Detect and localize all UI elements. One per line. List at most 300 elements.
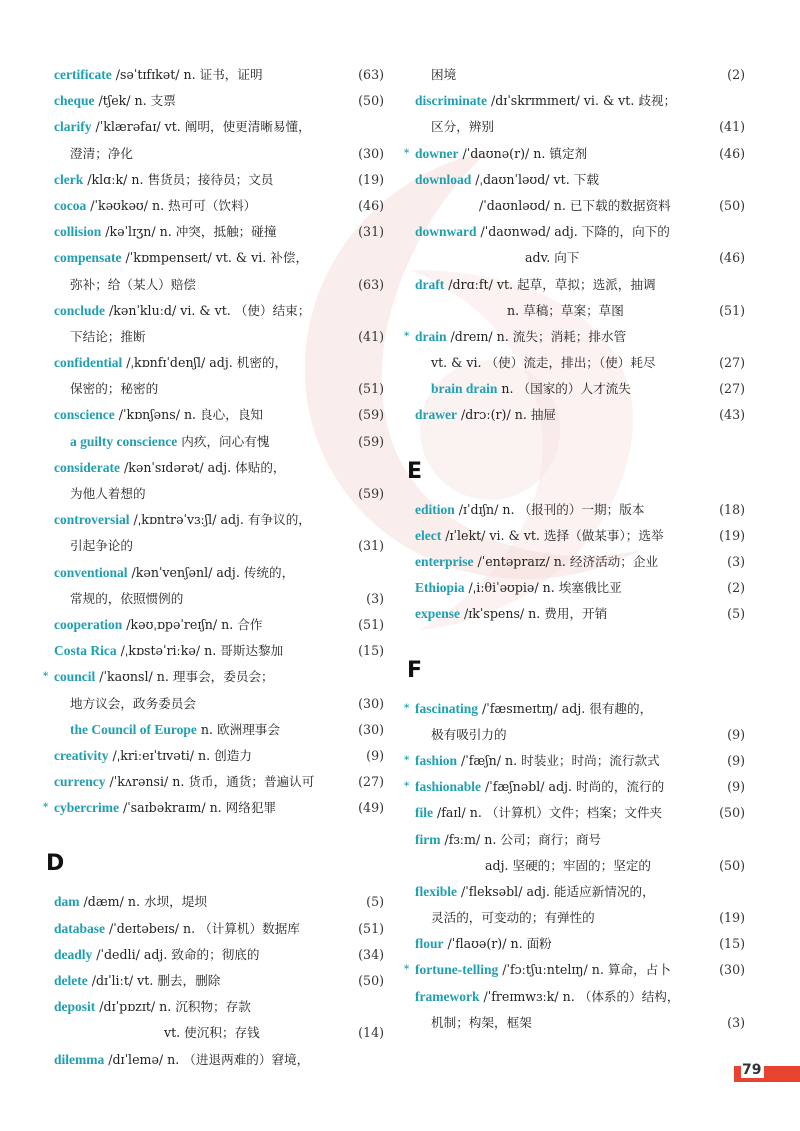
headword: conclude bbox=[54, 302, 106, 318]
headword: deadly bbox=[54, 946, 93, 962]
entry-text bbox=[54, 245, 308, 271]
headword: fortune-telling bbox=[415, 962, 499, 978]
definition-continuation: 保密的；秘密的 bbox=[70, 381, 159, 397]
entry-definition: /klɑːk/ n. 售货员；接待员；文员 bbox=[83, 171, 274, 187]
entry-text bbox=[415, 853, 651, 879]
star-marker-icon: * bbox=[404, 702, 410, 714]
headword: delete bbox=[54, 973, 88, 988]
glossary-entry bbox=[54, 968, 384, 994]
entry-definition: /ɪˈdɪʃn/ n. （报刊的）一期；版本 bbox=[454, 501, 645, 517]
glossary-entry bbox=[415, 575, 745, 601]
star-marker-icon: * bbox=[43, 671, 49, 683]
headword: clarify bbox=[54, 119, 92, 135]
entry-text bbox=[54, 402, 263, 428]
glossary-entry bbox=[415, 376, 745, 402]
entry-definition: /ˌdaʊnˈləʊd/ vt. 下载 bbox=[471, 171, 599, 187]
headword: clerk bbox=[54, 171, 84, 187]
headword: deposit bbox=[54, 999, 96, 1015]
entry-text bbox=[54, 1020, 260, 1046]
headword: enterprise bbox=[415, 554, 474, 569]
glossary-entry bbox=[54, 455, 384, 481]
entry-continuation bbox=[54, 586, 384, 612]
entry-definition: 内疚，问心有愧 bbox=[177, 433, 270, 449]
headword: conscience bbox=[54, 407, 115, 423]
definition-continuation: 地方议会，政务委员会 bbox=[70, 695, 196, 711]
glossary-entry bbox=[415, 984, 745, 1010]
entry-text bbox=[415, 931, 552, 957]
entry-text bbox=[54, 481, 146, 507]
glossary-entry bbox=[54, 350, 384, 376]
entry-text bbox=[415, 245, 579, 271]
headword: confidential bbox=[54, 355, 123, 371]
glossary-entry bbox=[415, 601, 745, 627]
entry-continuation bbox=[415, 853, 745, 879]
unit-reference: (46) bbox=[719, 250, 745, 266]
definition-continuation: 机制；构架，框架 bbox=[431, 1014, 532, 1030]
entry-continuation bbox=[415, 1010, 745, 1036]
definition-continuation: adv. 向下 bbox=[525, 250, 580, 266]
entry-text bbox=[54, 1047, 309, 1073]
entry-text bbox=[415, 800, 662, 826]
entry-definition: /ˈfæsɪneɪtɪŋ/ adj. 很有趣的， bbox=[478, 700, 653, 716]
unit-reference: (19) bbox=[358, 171, 384, 187]
glossary-entry bbox=[54, 916, 384, 942]
headword: council bbox=[54, 669, 96, 685]
entry-definition: /tʃek/ n. 支票 bbox=[94, 93, 176, 109]
entry-text bbox=[54, 795, 276, 821]
entry-definition: /ˈfɔːtʃuːntelɪŋ/ n. 算命，占卜 bbox=[498, 962, 671, 978]
entry-continuation bbox=[54, 141, 384, 167]
glossary-entry bbox=[415, 827, 745, 853]
entry-definition: /ˈdaʊnwəd/ adj. 下降的，向下的 bbox=[476, 224, 670, 240]
entry-continuation bbox=[415, 298, 745, 324]
glossary-entry bbox=[415, 402, 745, 428]
headword: flour bbox=[415, 936, 444, 952]
star-marker-icon: * bbox=[404, 330, 410, 342]
headword: brain drain bbox=[431, 381, 498, 397]
glossary-entry bbox=[54, 1047, 384, 1073]
entry-text bbox=[54, 691, 196, 717]
glossary-entry bbox=[404, 774, 745, 800]
entry-definition: /drɔː(r)/ n. 抽屉 bbox=[456, 407, 557, 423]
glossary-entry bbox=[54, 717, 384, 743]
entry-text bbox=[54, 167, 273, 193]
headword: edition bbox=[415, 501, 455, 517]
entry-definition: /ˈdaʊnə(r)/ n. 镇定剂 bbox=[458, 145, 588, 161]
unit-reference: (3) bbox=[727, 554, 745, 569]
unit-reference: (50) bbox=[358, 93, 384, 109]
headword: fashionable bbox=[415, 779, 482, 795]
glossary-entry bbox=[54, 638, 384, 664]
definition-continuation: 灵活的，可变动的；有弹性的 bbox=[431, 910, 595, 926]
headword: cheque bbox=[54, 93, 95, 109]
definition-continuation: n. 草稿；草案；草图 bbox=[507, 302, 624, 318]
unit-reference: (30) bbox=[358, 145, 384, 161]
headword: currency bbox=[54, 774, 106, 790]
entry-text bbox=[54, 942, 260, 968]
entry-definition: /dɪˈpɒzɪt/ n. 沉积物；存款 bbox=[95, 999, 251, 1015]
definition-continuation: 为他人着想的 bbox=[70, 486, 146, 501]
entry-text bbox=[54, 916, 300, 942]
glossary-entry bbox=[54, 560, 384, 586]
headword: dilemma bbox=[54, 1051, 105, 1067]
definition-continuation: 下结论；推断 bbox=[70, 328, 146, 344]
entry-text bbox=[415, 350, 656, 376]
unit-reference: (50) bbox=[358, 973, 384, 988]
entry-text bbox=[54, 62, 263, 88]
entry-text bbox=[415, 497, 644, 523]
headword: certificate bbox=[54, 67, 112, 82]
entry-text bbox=[415, 219, 670, 245]
headword: elect bbox=[415, 527, 442, 543]
entry-continuation bbox=[415, 62, 745, 88]
entry-text bbox=[54, 994, 251, 1020]
entry-text bbox=[54, 560, 294, 586]
entry-text bbox=[54, 889, 207, 915]
headword: drain bbox=[415, 328, 447, 344]
entry-definition: /ɪkˈspens/ n. 费用，开销 bbox=[460, 606, 608, 622]
glossary-entry bbox=[404, 324, 745, 350]
unit-reference: (46) bbox=[358, 197, 384, 213]
unit-reference: (15) bbox=[358, 643, 384, 659]
entry-text bbox=[54, 114, 311, 140]
unit-reference: (2) bbox=[727, 67, 745, 82]
entry-definition: n. 欧洲理事会 bbox=[196, 721, 280, 737]
glossary-entry bbox=[54, 889, 384, 915]
entry-text bbox=[54, 272, 196, 298]
unit-reference: (2) bbox=[727, 580, 745, 596]
unit-reference: (9) bbox=[727, 752, 745, 768]
entry-text bbox=[54, 88, 176, 114]
star-marker-icon: * bbox=[404, 147, 410, 159]
star-marker-icon: * bbox=[43, 802, 49, 814]
headword: firm bbox=[415, 831, 441, 847]
glossary-entry bbox=[54, 245, 384, 271]
headword: drawer bbox=[415, 407, 457, 423]
entry-text bbox=[415, 549, 658, 575]
entry-text bbox=[415, 575, 622, 601]
section-letter: E bbox=[407, 458, 423, 484]
entry-definition: /ˈdedli/ adj. 致命的；彻底的 bbox=[92, 946, 260, 962]
section-letter: F bbox=[407, 657, 423, 683]
unit-reference: (19) bbox=[719, 527, 745, 543]
unit-reference: (3) bbox=[366, 590, 384, 606]
entry-definition: /ˈsaɪbəkraɪm/ n. 网络犯罪 bbox=[118, 800, 277, 816]
section-spacer bbox=[415, 628, 745, 656]
unit-reference: (43) bbox=[719, 407, 745, 423]
entry-text bbox=[54, 429, 269, 455]
entry-definition: /ˈfreɪmwɜːk/ n. （体系的）结构， bbox=[479, 988, 680, 1004]
glossary-entry bbox=[54, 743, 384, 769]
entry-definition: /kəʊˌɒpəˈreɪʃn/ n. 合作 bbox=[122, 616, 263, 632]
entry-continuation bbox=[415, 350, 745, 376]
unit-reference: (27) bbox=[719, 355, 745, 371]
glossary-entry bbox=[415, 549, 745, 575]
entry-text bbox=[415, 696, 652, 722]
entry-definition: /dɪˈlemə/ n. （进退两难的）窘境， bbox=[104, 1051, 310, 1067]
entry-text bbox=[54, 455, 286, 481]
unit-reference: (51) bbox=[719, 302, 745, 318]
entry-continuation bbox=[415, 114, 745, 140]
headword: conventional bbox=[54, 564, 128, 580]
entry-definition: /ˈfleksəbl/ adj. 能适应新情况的， bbox=[457, 883, 655, 899]
entry-text bbox=[415, 748, 660, 774]
unit-reference: (30) bbox=[358, 695, 384, 711]
headword: fascinating bbox=[415, 700, 479, 716]
glossary-entry bbox=[415, 879, 745, 905]
definition-continuation: adj. 坚硬的；牢固的；坚定的 bbox=[485, 857, 652, 873]
entry-text bbox=[54, 664, 274, 690]
entry-definition: /dɪˈliːt/ vt. 删去，删除 bbox=[87, 973, 221, 988]
section-spacer bbox=[415, 429, 745, 457]
unit-reference: (9) bbox=[727, 726, 745, 742]
headword: compensate bbox=[54, 250, 122, 266]
entry-continuation bbox=[415, 245, 745, 271]
headword: Costa Rica bbox=[54, 643, 117, 659]
entry-definition: /ˌkɒnfɪˈdenʃl/ adj. 机密的， bbox=[122, 355, 288, 371]
unit-reference: (3) bbox=[727, 1014, 745, 1030]
headword: discriminate bbox=[415, 93, 487, 109]
definition-continuation: 常规的，依照惯例的 bbox=[70, 590, 184, 606]
section-letter: D bbox=[46, 851, 65, 877]
unit-reference: (27) bbox=[719, 381, 745, 397]
unit-reference: (59) bbox=[358, 407, 384, 423]
entry-text bbox=[54, 193, 256, 219]
glossary-entry bbox=[54, 942, 384, 968]
unit-reference: (5) bbox=[727, 606, 745, 622]
star-marker-icon: * bbox=[404, 964, 410, 976]
entry-continuation bbox=[415, 193, 745, 219]
entry-definition: /ˈkɒmpenseɪt/ vt. & vi. 补偿， bbox=[121, 250, 309, 266]
entry-text bbox=[415, 1010, 532, 1036]
glossary-entry bbox=[415, 523, 745, 549]
headword: framework bbox=[415, 988, 480, 1004]
entry-text bbox=[415, 298, 624, 324]
glossary-entry bbox=[404, 957, 745, 983]
unit-reference: (27) bbox=[358, 774, 384, 790]
entry-definition: /ˌkriːeɪˈtɪvəti/ n. 创造力 bbox=[108, 747, 252, 763]
headword: downward bbox=[415, 224, 477, 240]
glossary-entry bbox=[54, 994, 384, 1020]
entry-definition: /ˈfæʃn/ n. 时装业；时尚；流行款式 bbox=[457, 752, 660, 768]
headword: dam bbox=[54, 894, 80, 910]
entry-definition: /ˌkɒntrəˈvɜːʃl/ adj. 有争议的， bbox=[129, 512, 311, 528]
headword: downer bbox=[415, 145, 459, 161]
entry-definition: /ˈfæʃnəbl/ adj. 时尚的，流行的 bbox=[481, 779, 665, 795]
headword: file bbox=[415, 805, 433, 821]
entry-definition: /ˌkɒstəˈriːkə/ n. 哥斯达黎加 bbox=[116, 643, 284, 659]
entry-text bbox=[415, 141, 587, 167]
entry-definition: /ˈkaʊnsl/ n. 理事会，委员会； bbox=[95, 669, 274, 685]
glossary-entry bbox=[43, 664, 384, 690]
unit-reference: (51) bbox=[358, 920, 384, 936]
entry-definition: /ˈkəʊkəʊ/ n. 热可可（饮料） bbox=[86, 197, 257, 213]
headword: download bbox=[415, 171, 472, 187]
definition-continuation: 极有吸引力的 bbox=[431, 726, 507, 742]
entry-text bbox=[54, 769, 314, 795]
glossary-entry bbox=[54, 114, 384, 140]
entry-definition: /ˌiːθiˈəʊpiə/ n. 埃塞俄比亚 bbox=[464, 580, 622, 596]
entry-text bbox=[54, 507, 311, 533]
entry-text bbox=[415, 272, 656, 298]
unit-reference: (14) bbox=[358, 1025, 384, 1041]
entry-definition: /ˈdeɪtəbeɪs/ n. （计算机）数据库 bbox=[105, 920, 300, 936]
unit-reference: (51) bbox=[358, 381, 384, 397]
headword: flexible bbox=[415, 883, 457, 899]
glossary-entry bbox=[43, 795, 384, 821]
entry-definition: /drɑːft/ vt. 起草，草拟；选派，抽调 bbox=[444, 276, 656, 292]
star-marker-icon: * bbox=[404, 754, 410, 766]
entry-text bbox=[54, 743, 252, 769]
entry-text bbox=[54, 533, 133, 559]
entry-text bbox=[415, 88, 676, 114]
glossary-entry bbox=[54, 402, 384, 428]
definition-continuation: vt. & vi. （使）流走，排出；（使）耗尽 bbox=[431, 355, 656, 371]
entry-definition: /dreɪn/ n. 流失；消耗；排水管 bbox=[446, 328, 627, 344]
unit-reference: (19) bbox=[719, 910, 745, 926]
entry-text bbox=[415, 601, 607, 627]
glossary-entry bbox=[404, 748, 745, 774]
headword: collision bbox=[54, 224, 102, 240]
glossary-entry bbox=[54, 219, 384, 245]
unit-reference: (41) bbox=[358, 328, 384, 344]
entry-text bbox=[415, 984, 679, 1010]
entry-definition: /dɪˈskrɪmɪneɪt/ vi. & vt. 歧视； bbox=[487, 93, 677, 109]
entry-definition: /kənˈsɪdərət/ adj. 体贴的， bbox=[119, 459, 286, 475]
unit-reference: (30) bbox=[719, 962, 745, 978]
entry-definition: /kənˈvenʃənl/ adj. 传统的， bbox=[127, 564, 295, 580]
entry-text bbox=[54, 219, 276, 245]
entry-definition: /ˈklærəfaɪ/ vt. 阐明，使更清晰易懂， bbox=[91, 119, 311, 135]
entry-text bbox=[415, 879, 655, 905]
glossary-entry bbox=[415, 88, 745, 114]
entry-text bbox=[415, 62, 456, 88]
entry-text bbox=[415, 827, 601, 853]
unit-reference: (9) bbox=[727, 779, 745, 795]
definition-continuation: /ˈdaʊnləʊd/ n. 已下载的数据资料 bbox=[479, 197, 671, 213]
left-column bbox=[43, 62, 384, 1073]
unit-reference: (18) bbox=[719, 501, 745, 517]
entry-continuation bbox=[415, 905, 745, 931]
entry-text bbox=[415, 905, 595, 931]
entry-continuation bbox=[54, 272, 384, 298]
entry-definition: /ˈflaʊə(r)/ n. 面粉 bbox=[443, 936, 552, 952]
entry-continuation bbox=[54, 324, 384, 350]
entry-definition: /ˈentəpraɪz/ n. 经济活动；企业 bbox=[473, 554, 659, 569]
entry-definition: /ɪˈlekt/ vi. & vt. 选择（做某事）；选举 bbox=[441, 527, 664, 543]
unit-reference: (59) bbox=[358, 433, 384, 449]
definition-continuation: vt. 使沉积；存钱 bbox=[164, 1025, 260, 1041]
headword: fashion bbox=[415, 752, 458, 768]
headword: draft bbox=[415, 276, 445, 292]
glossary-entry bbox=[415, 931, 745, 957]
entry-definition: /ˈkɒnʃəns/ n. 良心，良知 bbox=[114, 407, 264, 423]
unit-reference: (15) bbox=[719, 936, 745, 952]
entry-text bbox=[54, 350, 287, 376]
glossary-entry bbox=[54, 193, 384, 219]
entry-text bbox=[415, 957, 671, 983]
glossary-entry bbox=[415, 800, 745, 826]
unit-reference: (31) bbox=[358, 224, 384, 240]
entry-text bbox=[415, 114, 494, 140]
glossary-entry bbox=[415, 167, 745, 193]
unit-reference: (59) bbox=[358, 486, 384, 501]
entry-text bbox=[415, 402, 556, 428]
headword: cocoa bbox=[54, 197, 87, 213]
unit-reference: (31) bbox=[358, 538, 384, 554]
glossary-entry bbox=[54, 167, 384, 193]
entry-text bbox=[54, 968, 220, 994]
entry-definition: /kəˈlɪʒn/ n. 冲突，抵触；碰撞 bbox=[101, 224, 277, 240]
headword: creativity bbox=[54, 747, 109, 763]
glossary-entry bbox=[415, 272, 745, 298]
entry-text bbox=[54, 612, 262, 638]
glossary-entry bbox=[415, 219, 745, 245]
glossary-entry bbox=[54, 62, 384, 88]
entry-continuation bbox=[54, 691, 384, 717]
entry-text bbox=[415, 523, 664, 549]
entry-text bbox=[415, 193, 671, 219]
definition-continuation: 澄清；净化 bbox=[70, 145, 133, 161]
entry-definition: n. （国家的）人才流失 bbox=[497, 381, 631, 397]
headword: the Council of Europe bbox=[70, 721, 197, 737]
glossary-entry bbox=[54, 88, 384, 114]
entry-continuation bbox=[54, 481, 384, 507]
entry-definition: /kənˈkluːd/ vi. & vt. （使）结束； bbox=[105, 302, 311, 318]
unit-reference: (46) bbox=[719, 145, 745, 161]
entry-text bbox=[415, 376, 631, 402]
unit-reference: (9) bbox=[366, 747, 384, 763]
glossary-entry bbox=[404, 141, 745, 167]
entry-definition: /dæm/ n. 水坝，堤坝 bbox=[79, 894, 207, 910]
entry-text bbox=[54, 717, 280, 743]
unit-reference: (30) bbox=[358, 721, 384, 737]
entry-text bbox=[54, 298, 310, 324]
unit-reference: (49) bbox=[358, 800, 384, 816]
entry-text bbox=[54, 586, 183, 612]
entry-continuation bbox=[54, 376, 384, 402]
star-marker-icon: * bbox=[404, 781, 410, 793]
entry-text bbox=[54, 141, 133, 167]
glossary-entry bbox=[54, 298, 384, 324]
headword: database bbox=[54, 920, 106, 936]
entry-text bbox=[415, 167, 599, 193]
entry-text bbox=[54, 324, 146, 350]
definition-continuation: 困境 bbox=[431, 67, 457, 82]
headword: cybercrime bbox=[54, 800, 119, 816]
definition-continuation: 区分，辨别 bbox=[431, 119, 494, 135]
definition-continuation: 弥补；给（某人）赔偿 bbox=[70, 276, 196, 292]
entry-definition: /fɜːm/ n. 公司；商行；商号 bbox=[440, 831, 602, 847]
entry-continuation bbox=[54, 1020, 384, 1046]
entry-text bbox=[54, 376, 158, 402]
section-spacer bbox=[54, 821, 384, 849]
entry-definition: /faɪl/ n. （计算机）文件；档案；文件夹 bbox=[433, 805, 663, 821]
headword: cooperation bbox=[54, 616, 123, 632]
glossary-entry bbox=[54, 429, 384, 455]
headword: a guilty conscience bbox=[70, 433, 178, 449]
definition-continuation: 引起争论的 bbox=[70, 538, 133, 554]
unit-reference: (51) bbox=[358, 616, 384, 632]
headword: considerate bbox=[54, 459, 120, 475]
entry-text bbox=[415, 722, 507, 748]
unit-reference: (34) bbox=[358, 946, 384, 962]
entry-text bbox=[415, 324, 626, 350]
right-column bbox=[404, 62, 745, 1036]
entry-text bbox=[54, 638, 283, 664]
entry-continuation bbox=[415, 722, 745, 748]
unit-reference: (50) bbox=[719, 857, 745, 873]
